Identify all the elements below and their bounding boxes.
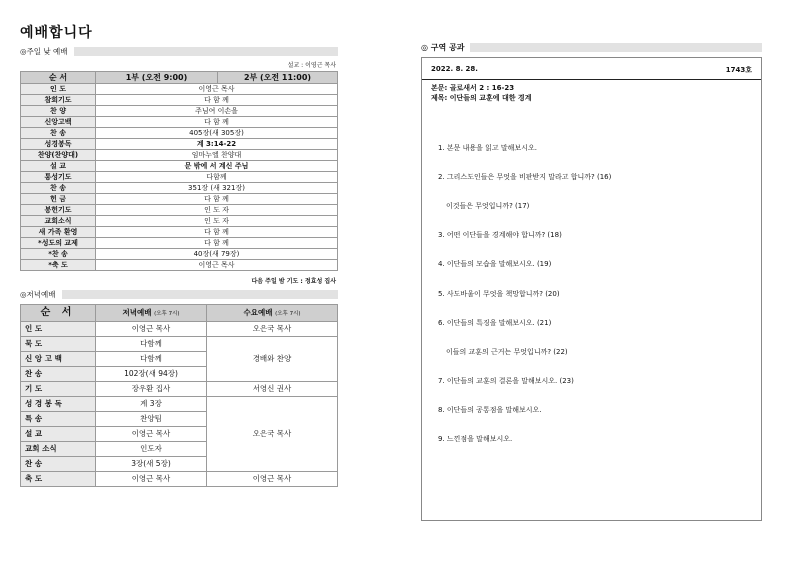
order-value: 다 함 께 [96,227,338,238]
evening-value: 계 3장 [96,397,207,412]
order-item: *축 도 [21,260,96,271]
table-row [21,117,338,128]
table-row [21,337,338,352]
order-item: 신 앙 고 백 [21,352,96,367]
order-item: 찬 송 [21,128,96,139]
sermon-preacher: 이영근 목사 [305,62,336,69]
order-item: 성경봉독 [21,139,96,150]
order-value: 계 3:14-22 [96,139,338,150]
order-value: 주님여 이손을 [96,106,338,117]
table-row [21,183,338,194]
header-order: 순 서 [21,305,96,322]
table-header-row [21,72,338,84]
order-item: 참회기도 [21,95,96,106]
wednesday-value: 오은국 목사 [207,322,338,337]
table-row [21,472,338,487]
question-item: 7. 이단들의 교훈의 결론을 말해보시오. (23) [438,377,574,385]
study-title: 제목: 이단들의 교훈에 대한 경계 [431,94,532,102]
worship-order-panel [20,22,338,487]
question-item: 5. 사도바울이 무엇을 책망합니까? (20) [438,290,560,298]
evening-value: 102장(새 94장) [96,367,207,382]
question-item: 4. 이단들의 모습을 말해보시오. (19) [438,260,552,268]
order-value: 다 함 께 [96,194,338,205]
wednesday-value: 오은국 목사 [207,397,338,472]
order-item: 신앙고백 [21,117,96,128]
table-row [21,150,338,161]
evening-section-header [20,289,338,300]
table-row [21,106,338,117]
table-row [21,194,338,205]
order-value: 351장 (새 321장) [96,183,338,194]
evening-value: 3장(새 5장) [96,457,207,472]
sunday-order-table [20,71,338,271]
order-value: 다 함 께 [96,95,338,106]
sermon-label: 설교 : [287,62,304,69]
question-item: 이것들은 무엇입니까? (17) [446,202,530,210]
evening-value: 이영근 목사 [96,472,207,487]
evening-order-table [20,304,338,487]
order-value: 다 함 께 [96,238,338,249]
header-order: 순 서 [21,72,96,84]
table-row [21,84,338,95]
study-passage: 본문: 골로새서 2 : 16-23 [431,84,515,92]
study-heading: ◎ 구역 공과 [421,43,465,52]
table-row [21,172,338,183]
table-row [21,216,338,227]
order-item: 인 도 [21,322,96,337]
table-row [21,260,338,271]
order-value: 임마누엘 찬양대 [96,150,338,161]
study-date: 2022. 8. 28. [431,65,478,73]
study-section-header [421,42,762,53]
table-row [21,128,338,139]
header-first-service: 1부 (오전 9:00) [96,72,218,84]
order-item: 설 교 [21,427,96,442]
evening-value: 이영근 목사 [96,322,207,337]
sunday-section-header [20,46,338,57]
next-week-prayer: 다음 주일 밤 기도 : 정효성 집사 [251,278,336,285]
order-value: 이영근 목사 [96,260,338,271]
table-row [21,238,338,249]
wednesday-value: 이영근 목사 [207,472,338,487]
order-item: 성 경 봉 독 [21,397,96,412]
order-item: 봉헌기도 [21,205,96,216]
order-item: 헌 금 [21,194,96,205]
order-item: 축 도 [21,472,96,487]
order-value: 인 도 자 [96,205,338,216]
order-item: 교회 소식 [21,442,96,457]
evening-value: 장우환 집사 [96,382,207,397]
order-value: 이영근 목사 [96,84,338,95]
order-item: 인 도 [21,84,96,95]
study-top-line [431,65,752,75]
order-item: 찬 송 [21,367,96,382]
order-item: 찬 송 [21,183,96,194]
order-value: 인 도 자 [96,216,338,227]
evening-value: 다함께 [96,337,207,352]
study-box [421,57,762,521]
section-bar [74,47,338,56]
table-row [21,227,338,238]
table-row [21,161,338,172]
table-row [21,397,338,412]
bulletin-issue: 1743호 [725,66,752,74]
order-item: 새 가족 환영 [21,227,96,238]
divider [422,79,761,80]
order-item: 찬 송 [21,457,96,472]
cell-study-panel [421,40,762,521]
header-second-service: 2부 (오전 11:00) [218,72,338,84]
header-wednesday: 수요예배 (오후 7시) [207,305,338,322]
question-item: 3. 어떤 이단들을 경계해야 합니까? (18) [438,231,562,239]
order-item: *찬 송 [21,249,96,260]
evening-value: 다함께 [96,352,207,367]
wednesday-value: 경배와 찬양 [207,337,338,382]
order-item: 찬 양 [21,106,96,117]
evening-value: 이영근 목사 [96,427,207,442]
sermon-preacher-line [20,60,336,69]
header-evening: 저녁예배 (오후 7시) [96,305,207,322]
question-item: 1. 본문 내용을 읽고 말해보시오. [438,144,537,152]
order-item: 특 송 [21,412,96,427]
order-item: 설 교 [21,161,96,172]
evening-value: 찬양팀 [96,412,207,427]
order-item: 묵 도 [21,337,96,352]
order-item: 교회소식 [21,216,96,227]
question-item: 9. 느낀점을 말해보시오. [438,435,513,443]
table-row [21,249,338,260]
order-value: 다 함 께 [96,117,338,128]
section-bar [62,290,338,299]
section-bar [470,43,762,52]
order-value: 다함께 [96,172,338,183]
question-item: 이들의 교훈의 근거는 무엇입니까? (22) [446,348,568,356]
table-row [21,95,338,106]
evening-heading: ◎저녁예배 [20,290,56,299]
evening-value: 인도자 [96,442,207,457]
table-row [21,382,338,397]
page-title: 예배합니다 [20,25,93,41]
order-value: 405장(새 305장) [96,128,338,139]
table-row [21,205,338,216]
question-item: 2. 그리스도인들은 무엇을 비판받지 말라고 합니까? (16) [438,173,612,181]
order-item: 찬양(찬양대) [21,150,96,161]
wednesday-value: 서영신 권사 [207,382,338,397]
order-value: 문 밖에 서 계신 주님 [96,161,338,172]
order-value: 40장(새 79장) [96,249,338,260]
order-item: *성도의 교제 [21,238,96,249]
question-item: 6. 이단들의 특징을 말해보시오. (21) [438,319,552,327]
order-item: 기 도 [21,382,96,397]
sunday-heading: ◎주일 낮 예배 [20,47,68,56]
table-row [21,139,338,150]
question-item: 8. 이단들의 공통점을 말해보시오. [438,406,542,414]
table-row [21,322,338,337]
order-item: 통성기도 [21,172,96,183]
table-header-row [21,305,338,322]
